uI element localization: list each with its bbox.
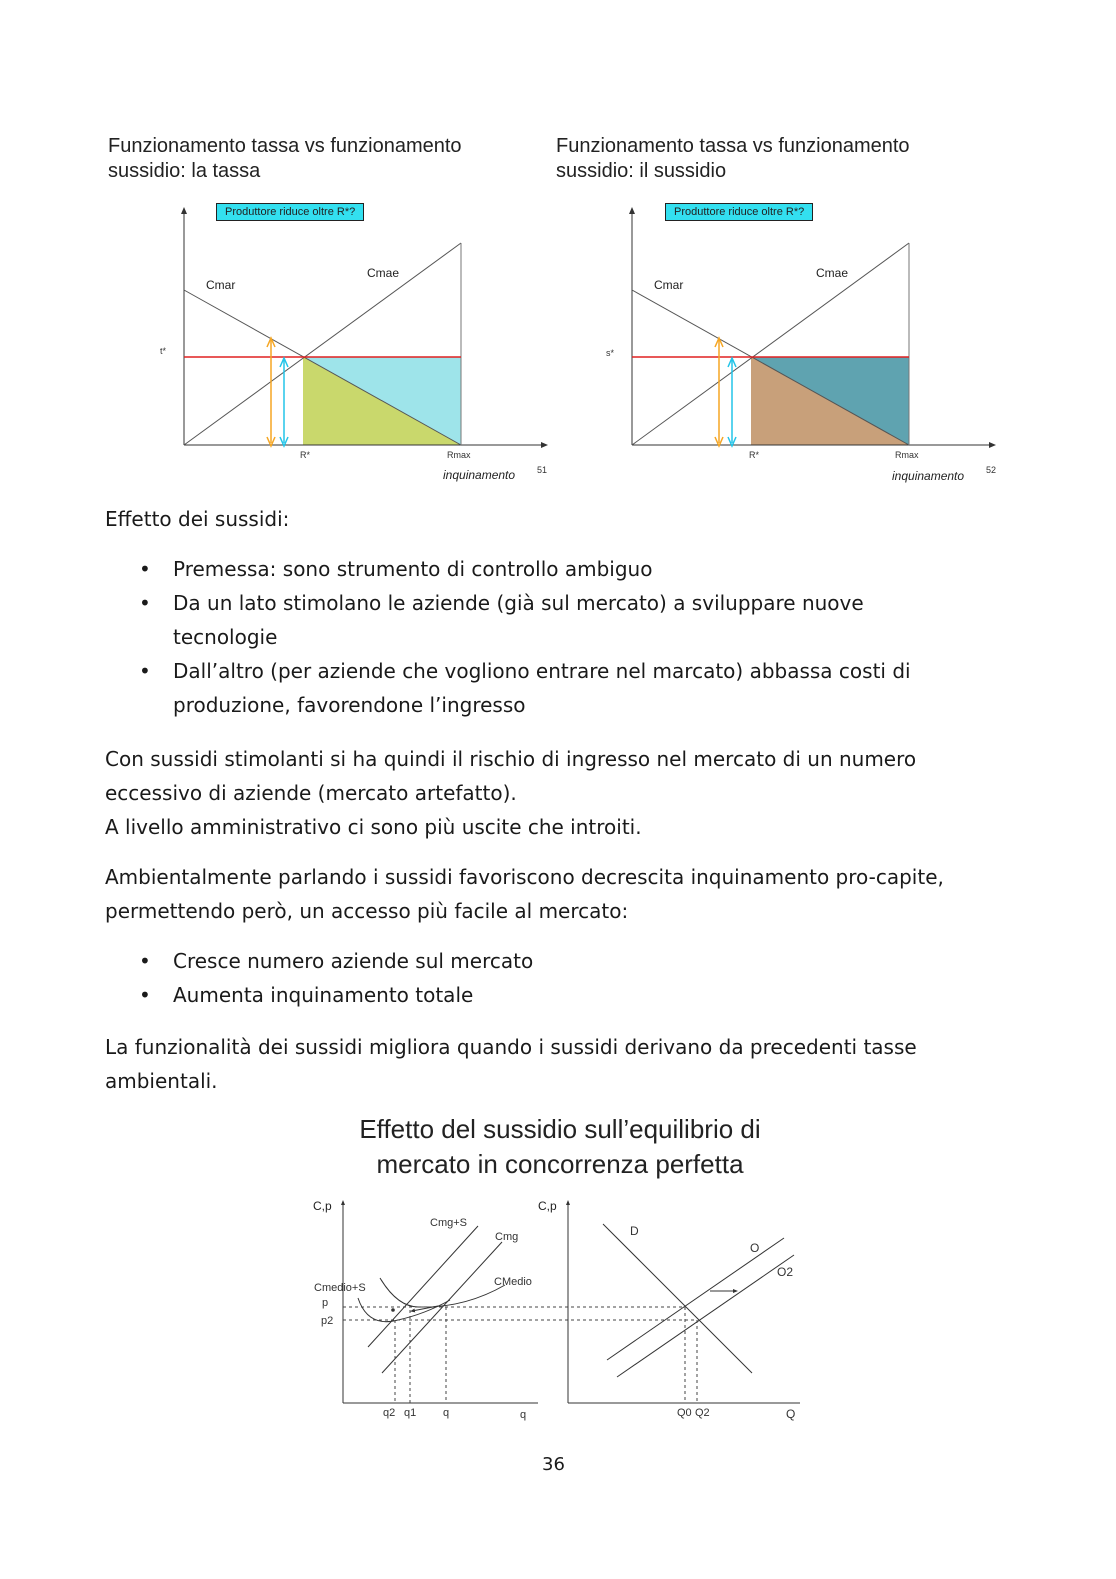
right-supply-label: O [750, 1241, 760, 1255]
list-item: • Cresce numero aziende sul mercato [105, 944, 1005, 978]
bullet-list-1 [105, 552, 1005, 722]
left-p-label: p [322, 1297, 329, 1309]
right-demand-label: D [630, 1224, 639, 1238]
slide2-chart [598, 200, 1008, 490]
left-cmgs-label: Cmg+S [430, 1217, 467, 1229]
slide2-cmae-label: Cmae [816, 266, 849, 280]
left-y-label: C,p [313, 1199, 332, 1213]
slide1-rmax-label: Rmax [447, 450, 471, 460]
paragraph-3: La funzionalità dei sussidi migliora quando i sussidi derivano da precedenti tasse ambientali. [105, 1035, 917, 1093]
slide2-title-line2: sussidio: il sussidio [556, 160, 727, 182]
right-x-label: Q [786, 1407, 796, 1421]
slide1-title-line1: Funzionamento tassa vs funzionamento [108, 135, 462, 157]
slide2-rstar-label: R* [749, 450, 760, 460]
slide2-title-line1: Funzionamento tassa vs funzionamento [556, 135, 910, 157]
list-item: • Da un lato stimolano le aziende (già sul mercato) a sviluppare nuove tecnologie [105, 586, 1005, 654]
left-p2-label: p2 [321, 1315, 334, 1327]
slide1-cmae-label: Cmae [367, 266, 400, 280]
slide1-slide-number: 51 [537, 465, 548, 475]
bottom-chart [300, 1190, 820, 1430]
slide2-title [556, 134, 976, 184]
slide2-slide-number: 52 [986, 465, 997, 475]
paragraph-1-line2: A livello amministrativo ci sono più uscite che introiti. [105, 815, 642, 839]
bottom-chart-title-line1: Effetto del sussidio sull’equilibrio di [359, 1114, 761, 1144]
left-cmg-label: Cmg [495, 1231, 519, 1243]
right-supply2-line [617, 1255, 794, 1377]
slide2-rmax-label: Rmax [895, 450, 919, 460]
left-q2-label: q2 [383, 1407, 396, 1419]
right-q2-label: Q2 [695, 1407, 710, 1419]
slide1-chart [150, 200, 560, 490]
right-q0-label: Q0 [677, 1407, 692, 1419]
right-y-label: C,p [538, 1199, 557, 1213]
slide2-xaxis-label: inquinamento [892, 469, 965, 483]
left-x-label: q [520, 1409, 527, 1421]
paragraph-1 [105, 742, 975, 844]
right-supply2-label: O2 [777, 1265, 794, 1279]
slide2-price-label: s* [606, 348, 615, 358]
right-demand-line [603, 1224, 752, 1373]
left-q1-label: q1 [404, 1407, 417, 1419]
paragraph-2: Ambientalmente parlando i sussidi favoriscono decrescita inquinamento pro-capite, permettendo però, un accesso più facile al mercato: [105, 865, 944, 923]
slide1-title [108, 134, 528, 184]
slide1-rstar-label: R* [300, 450, 311, 460]
bottom-chart-title-line2: mercato in concorrenza perfetta [376, 1149, 744, 1179]
right-supply-line [607, 1238, 784, 1360]
page-number: 36 [542, 1454, 565, 1475]
left-cmedios-label: Cmedio+S [314, 1282, 366, 1294]
list-item: • Aumenta inquinamento totale [105, 978, 1005, 1012]
left-q-label: q [443, 1407, 450, 1419]
slide2-cmar-label: Cmar [654, 278, 684, 292]
slide1-question-box: Produttore riduce oltre R*? [216, 203, 364, 221]
slide1-cmar-label: Cmar [206, 278, 236, 292]
bullet-list-2 [105, 944, 1005, 1012]
slide2-question-box: Produttore riduce oltre R*? [665, 203, 813, 221]
left-cmedio-label: CMedio [494, 1276, 532, 1288]
slide1-xaxis-label: inquinamento [443, 468, 516, 482]
bottom-chart-title [280, 1112, 840, 1182]
left-point [391, 1308, 395, 1312]
list-item: • Premessa: sono strumento di controllo ambiguo [105, 552, 1005, 586]
slide1-title-line2: sussidio: la tassa [108, 160, 261, 182]
paragraph-1-line1: Con sussidi stimolanti si ha quindi il rischio di ingresso nel mercato di un numero eccessivo di aziende (mercato artefatto). [105, 747, 917, 805]
left-cmedios-curve [358, 1298, 450, 1322]
section-heading: Effetto dei sussidi: [105, 507, 290, 531]
list-item: • Dall’altro (per aziende che vogliono entrare nel marcato) abbassa costi di produzione, favorendone l’ingresso [105, 654, 1005, 722]
left-cmedio-curve [380, 1278, 505, 1307]
slide1-price-label: t* [160, 346, 167, 356]
